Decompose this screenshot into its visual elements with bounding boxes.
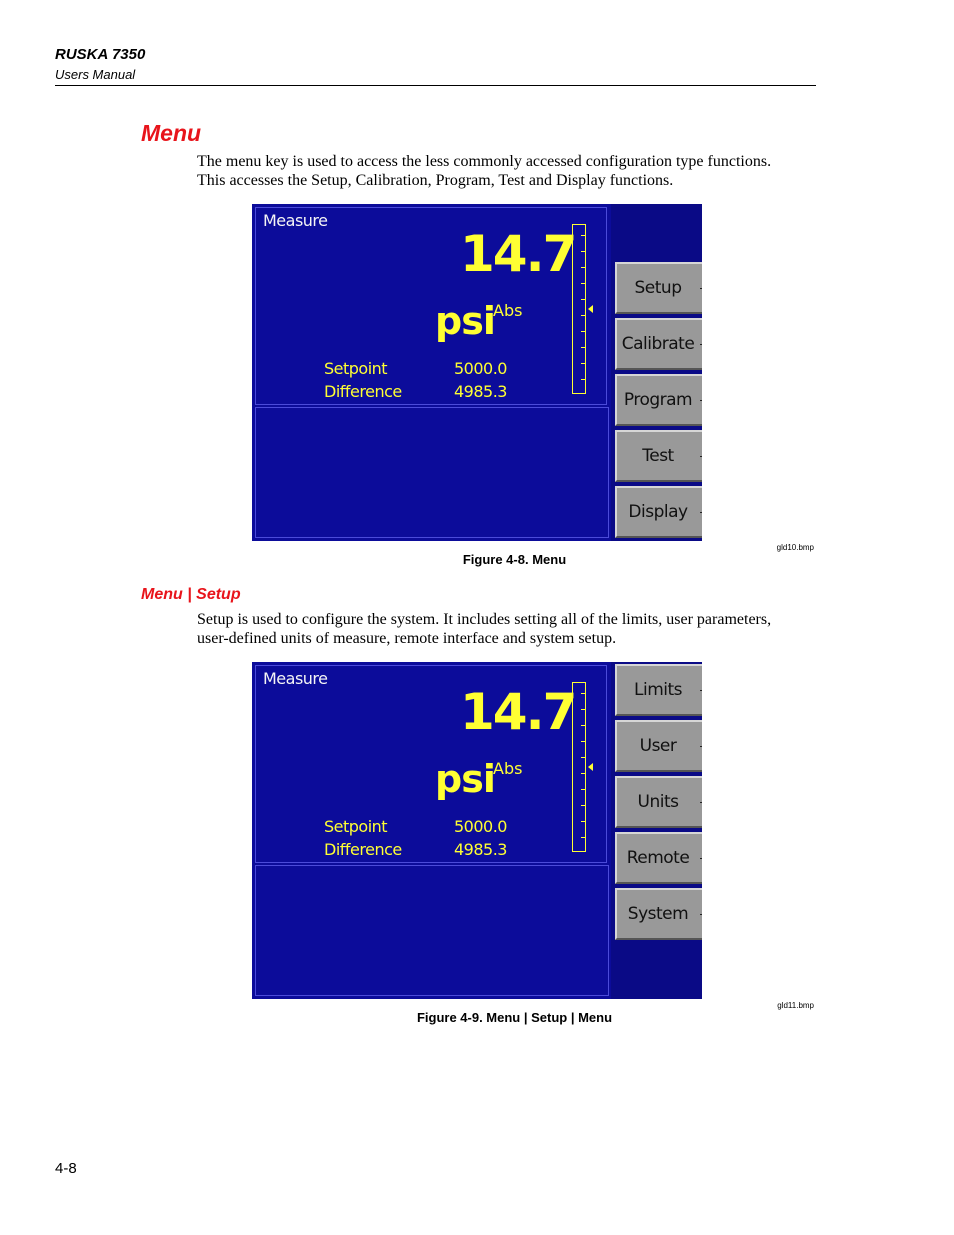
softkey-display[interactable] [615, 486, 702, 538]
pressure-unit: psi [435, 757, 495, 801]
subsection-paragraph-line-1: Setup is used to configure the system. It includes setting all of the limits, user parameters, [197, 611, 772, 628]
message-panel [255, 865, 609, 996]
section-paragraph-line-2: This accesses the Setup, Calibration, Program, Test and Display functions. [197, 172, 674, 189]
pressure-gauge [572, 682, 586, 852]
pressure-unit: psi [435, 299, 495, 343]
figure-2-caption: Figure 4-9. Menu | Setup | Menu [416, 1010, 613, 1025]
header-rule [55, 85, 816, 86]
pressure-value: 14.7 [460, 225, 576, 283]
softkey-label: Program [623, 390, 693, 410]
softkey-label: Calibrate [621, 334, 695, 354]
pressure-gauge [572, 224, 586, 394]
softkey-units[interactable] [615, 776, 702, 828]
softkey-label: Limits [634, 680, 682, 700]
screen-title: Measure [263, 669, 328, 688]
setpoint-value: 5000.0 [454, 817, 507, 836]
section-heading: Menu [141, 120, 202, 146]
softkey-remote[interactable] [615, 832, 702, 884]
gauge-pointer-icon [588, 763, 593, 771]
figure-2-filename: gld11.bmp [777, 1001, 814, 1010]
softkey-setup[interactable] [615, 262, 702, 314]
softkey-program[interactable] [615, 374, 702, 426]
softkey-calibrate[interactable] [615, 318, 702, 370]
page-number: 4-8 [55, 1160, 77, 1177]
screen-title: Measure [263, 211, 328, 230]
subsection-paragraph-line-2: user-defined units of measure, remote interface and system setup. [197, 630, 617, 647]
softkey-system[interactable] [615, 888, 702, 940]
softkey-test[interactable] [615, 430, 702, 482]
softkey-label: System [627, 904, 689, 924]
gauge-pointer-icon [588, 305, 593, 313]
softkey-label: Setup [634, 278, 682, 298]
difference-value: 4985.3 [454, 840, 507, 859]
header-title: RUSKA 7350 [55, 46, 146, 63]
message-panel [255, 407, 609, 538]
softkey-label: Test [642, 446, 674, 466]
subsection-heading: Menu | Setup [141, 586, 241, 603]
softkey-label: User [639, 736, 677, 756]
figure-1-filename: gld10.bmp [776, 543, 814, 552]
softkey-label: Remote [626, 848, 690, 868]
figure-2-screen [252, 662, 702, 999]
setpoint-label: Setpoint [324, 359, 388, 378]
section-paragraph-line-1: The menu key is used to access the less commonly accessed configuration type functions. [197, 153, 772, 170]
pressure-mode: Abs [493, 759, 523, 778]
pressure-mode: Abs [493, 301, 523, 320]
softkey-label: Display [628, 502, 688, 522]
softkey-label: Units [637, 792, 679, 812]
difference-label: Difference [324, 382, 402, 401]
difference-label: Difference [324, 840, 402, 859]
figure-1-caption: Figure 4-8. Menu [462, 552, 567, 567]
setpoint-value: 5000.0 [454, 359, 507, 378]
pressure-value: 14.7 [460, 683, 576, 741]
softkey-limits[interactable] [615, 664, 702, 716]
softkey-user[interactable] [615, 720, 702, 772]
header-subtitle: Users Manual [55, 67, 136, 82]
figure-1-screen [252, 204, 702, 541]
difference-value: 4985.3 [454, 382, 507, 401]
setpoint-label: Setpoint [324, 817, 388, 836]
